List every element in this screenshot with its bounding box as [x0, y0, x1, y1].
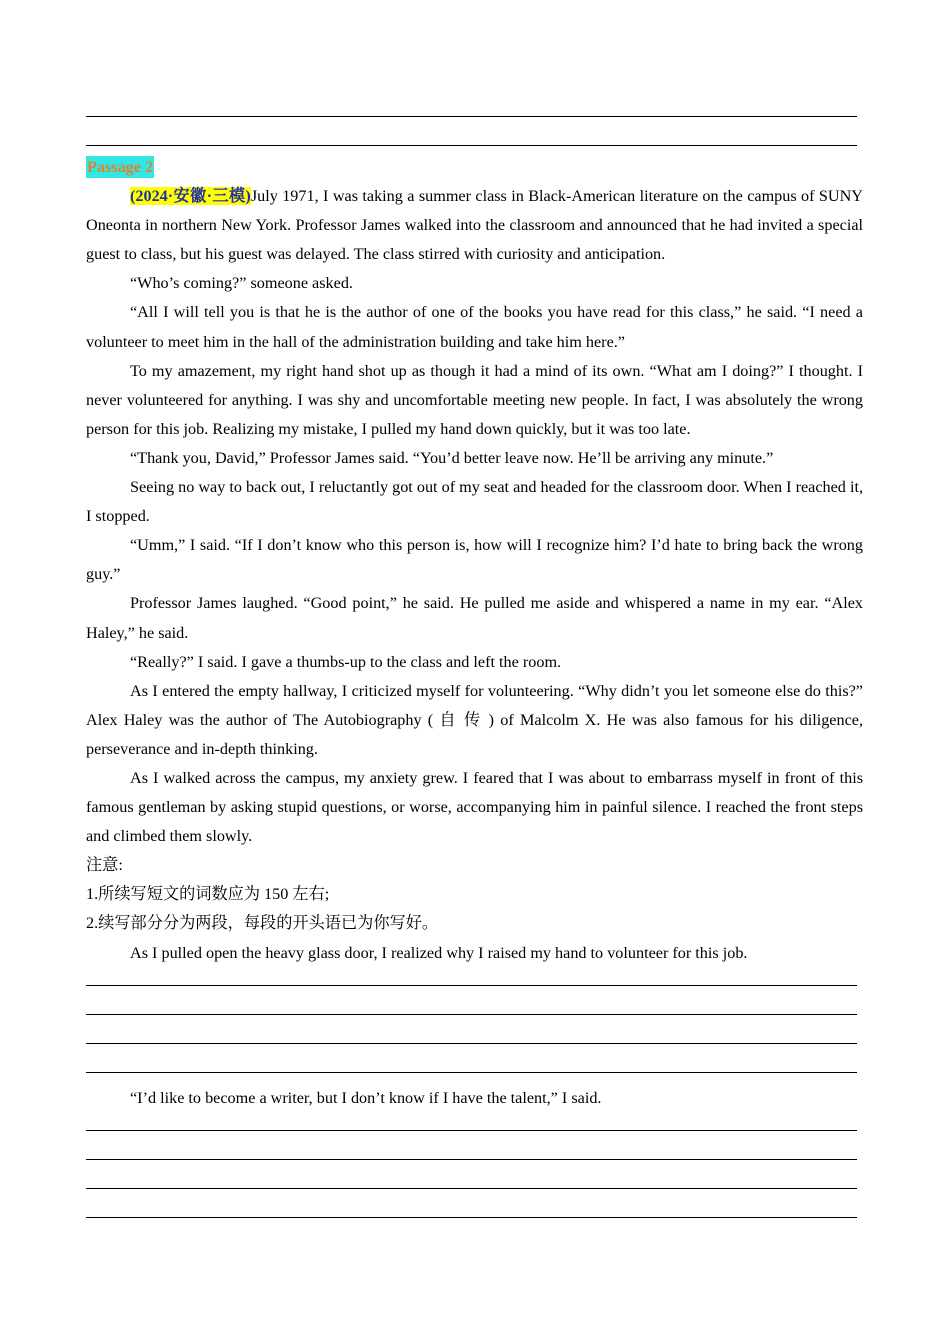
paragraph: Seeing no way to back out, I reluctantly got out of my seat and headed for the classroom door. When I reached it, I stopped.	[86, 478, 863, 526]
passage-heading	[86, 153, 863, 182]
answer-area-1[interactable]	[86, 968, 863, 1084]
answer-line[interactable]	[86, 145, 857, 146]
paragraph-intro	[86, 182, 863, 269]
paragraph: “Thank you, David,” Professor James said. “You’d better leave now. He’ll be arriving any minute.”	[130, 448, 774, 467]
source-tag: (2024·安徽·三模)	[130, 187, 251, 206]
answer-area-2[interactable]	[86, 1113, 863, 1229]
answer-line[interactable]	[86, 1014, 857, 1015]
answer-line[interactable]	[86, 1043, 857, 1044]
passage-body	[86, 153, 863, 1229]
answer-line[interactable]	[86, 1159, 857, 1160]
continuation-prompt-2: “I’d like to become a writer, but I don’t know if I have the talent,” I said.	[130, 1088, 602, 1107]
paragraph: “Who’s coming?” someone asked.	[130, 274, 353, 293]
paragraph: To my amazement, my right hand shot up as though it had a mind of its own. “What am I doing?” I thought. I never volunteered for anything. I was shy and uncomfortable meeting new people. In fact, I was absolutely the wrong person for this job. Realizing my mistake, I pulled my hand down quickly, but it was too late.	[86, 361, 863, 438]
answer-line[interactable]	[86, 1072, 857, 1073]
note-item: 2.续写部分分为两段，每段的开头语已为你写好。	[86, 914, 439, 933]
paragraph: As I walked across the campus, my anxiety grew. I feared that I was about to embarrass myself in front of this famous gentleman by asking stupid questions, or worse, accompanying him in painful silence. I reached the front steps and climbed them slowly.	[86, 768, 863, 846]
continuation-prompt-1: As I pulled open the heavy glass door, I realized why I raised my hand to volunteer for this job.	[130, 943, 748, 962]
paragraph: “Really?” I said. I gave a thumbs-up to the class and left the room.	[130, 652, 562, 671]
paragraph: “All I will tell you is that he is the author of one of the books you have read for this class,” he said. “I need a volunteer to meet him in the hall of the administration building and take him here.”	[86, 303, 863, 351]
answer-line[interactable]	[86, 1130, 857, 1131]
paragraph: Professor James laughed. “Good point,” he said. He pulled me aside and whispered a name in my ear. “Alex Haley,” he said.	[86, 594, 863, 642]
intro-text: July 1971, I was taking a summer class in Black-American literature on the campus of SUNY Oneonta in northern New York. Professor James walked into the classroom and announced that he had invited a special guest to class, but his guest was delayed. The class stirred with curiosity and anticipation.	[86, 187, 863, 264]
answer-line[interactable]	[86, 1188, 857, 1189]
notes-heading: 注意:	[86, 856, 123, 875]
passage-title: Passage 2	[87, 158, 154, 176]
answer-line[interactable]	[86, 116, 857, 117]
answer-line[interactable]	[86, 1217, 857, 1218]
paragraph: As I entered the empty hallway, I criticized myself for volunteering. “Why didn’t you let someone else do this?” Alex Haley was the author of The Autobiography ( 自 传 ) of Malcolm X. He was also famous for his diligence, perseverance and in-depth thinking.	[86, 681, 863, 758]
answer-line[interactable]	[86, 985, 857, 986]
paragraph: “Umm,” I said. “If I don’t know who this person is, how will I recognize him? I’d hate to bring back the wrong guy.”	[86, 536, 863, 584]
note-item: 1.所续写短文的词数应为 150 左右;	[86, 885, 330, 904]
